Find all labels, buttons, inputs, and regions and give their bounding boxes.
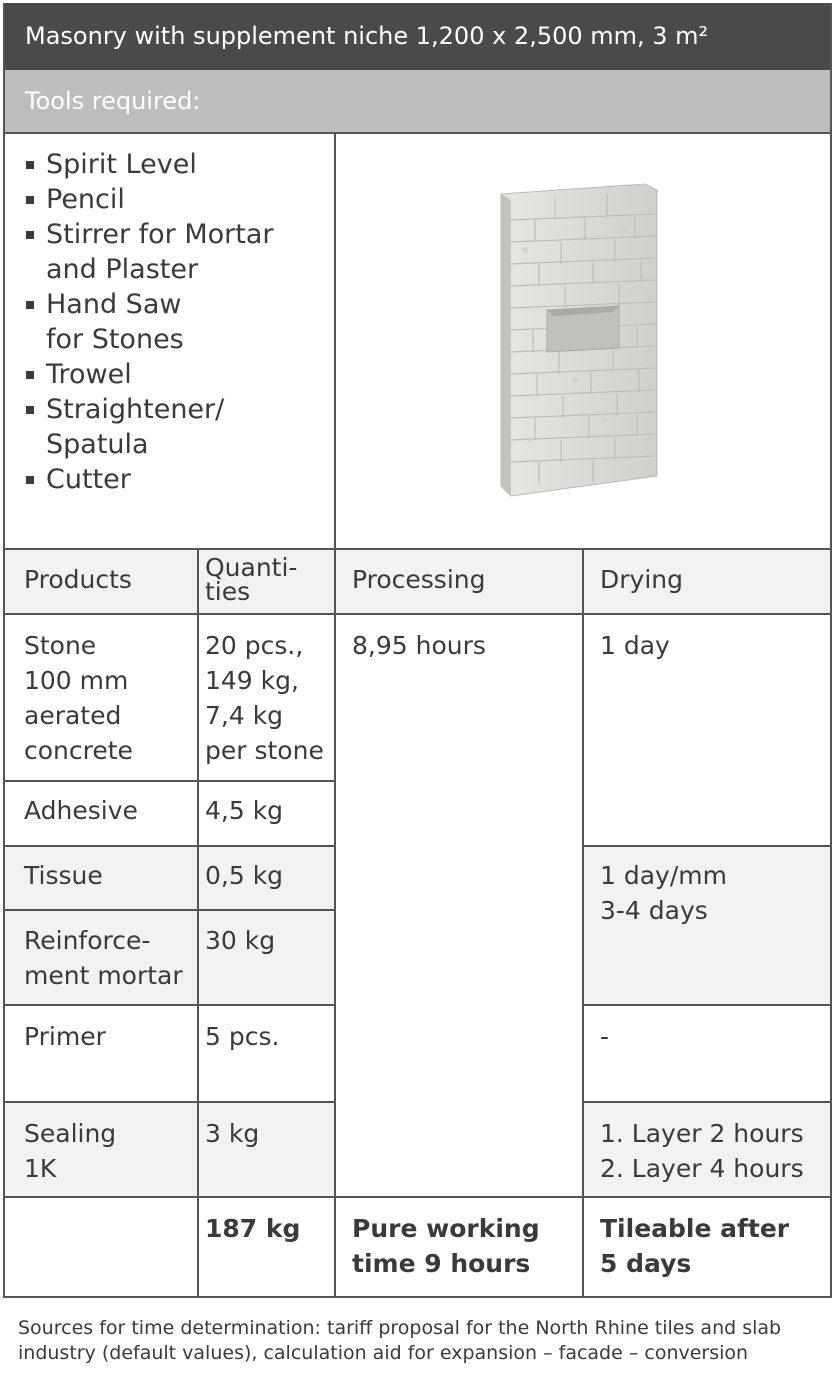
quantity-tissue: 0,5 kg: [205, 861, 284, 890]
drying-tissue-reinforcement: 1 day/mm 3-4 days: [600, 861, 727, 925]
line-stone-bottom: [3, 780, 335, 782]
total-drying: Tileable after 5 days: [600, 1214, 790, 1278]
column-header-products: Products: [24, 565, 132, 594]
sources-note: Sources for time determination: tariff proposal for the North Rhine tiles and slab industry (default values), calculation aid for expansion – facade – conversion: [18, 1317, 782, 1364]
tool-item-continued: for Stones: [46, 324, 184, 355]
divider-quantities: [197, 549, 199, 1298]
product-primer: Primer: [24, 1022, 106, 1051]
column-header-processing: Processing: [352, 565, 486, 594]
tool-item-continued: and Plaster: [46, 254, 199, 285]
total-quantity: 187 kg: [205, 1214, 301, 1243]
product-adhesive: Adhesive: [24, 796, 138, 825]
masonry-wall-illustration: [495, 180, 665, 502]
page-title: Masonry with supplement niche 1,200 x 2,500 mm, 3 m²: [3, 3, 832, 70]
tool-item: Hand Saw: [24, 287, 274, 322]
drying-primer: -: [600, 1022, 610, 1051]
total-processing: Pure working time 9 hours: [352, 1214, 540, 1278]
product-tissue: Tissue: [24, 861, 103, 890]
tools-heading: Tools required:: [3, 70, 832, 133]
tool-item: Cutter: [24, 462, 274, 497]
line-adhesive-bottom: [3, 845, 335, 847]
line-totals-top: [3, 1196, 832, 1198]
tool-item: Straightener/: [24, 392, 274, 427]
tool-item: Pencil: [24, 182, 274, 217]
column-header-drying: Drying: [600, 565, 683, 594]
border-top-tools: [3, 132, 832, 134]
divider-drying: [582, 549, 584, 1298]
tools-list: [24, 147, 274, 497]
line-header-bottom: [3, 613, 832, 615]
divider-image: [334, 133, 336, 1298]
line-adhesive-drying-bottom: [583, 845, 832, 847]
quantity-reinforcement-mortar: 30 kg: [205, 926, 276, 955]
line-table-top: [3, 548, 832, 550]
tool-item: Stirrer for Mortar: [24, 217, 274, 252]
border-right: [830, 3, 832, 1298]
line-tissue-bottom: [3, 909, 335, 911]
product-reinforcement-mortar: Reinforce- ment mortar: [24, 926, 183, 990]
quantity-primer: 5 pcs.: [205, 1022, 280, 1051]
drying-sealing: 1. Layer 2 hours 2. Layer 4 hours: [600, 1119, 804, 1183]
product-sealing: Sealing 1K: [24, 1119, 117, 1183]
processing-time: 8,95 hours: [352, 631, 486, 660]
border-left: [3, 3, 5, 1298]
product-stone: Stone 100 mm aerated concrete: [24, 631, 133, 765]
quantity-sealing: 3 kg: [205, 1119, 260, 1148]
line-primer-drying-bottom: [583, 1101, 832, 1103]
tool-item: Trowel: [24, 357, 274, 392]
quantity-adhesive: 4,5 kg: [205, 796, 284, 825]
tool-item-continued: Spatula: [46, 429, 149, 460]
column-header-quantities: Quanti- ties: [205, 553, 298, 606]
line-reinforcement-bottom: [3, 1004, 335, 1006]
line-primer-bottom: [3, 1101, 335, 1103]
drying-stone-adhesive: 1 day: [600, 631, 670, 660]
tool-item: Spirit Level: [24, 147, 274, 182]
quantity-stone: 20 pcs., 149 kg, 7,4 kg per stone: [205, 631, 324, 765]
border-bottom: [3, 1296, 832, 1298]
line-reinforcement-drying-bottom: [583, 1004, 832, 1006]
